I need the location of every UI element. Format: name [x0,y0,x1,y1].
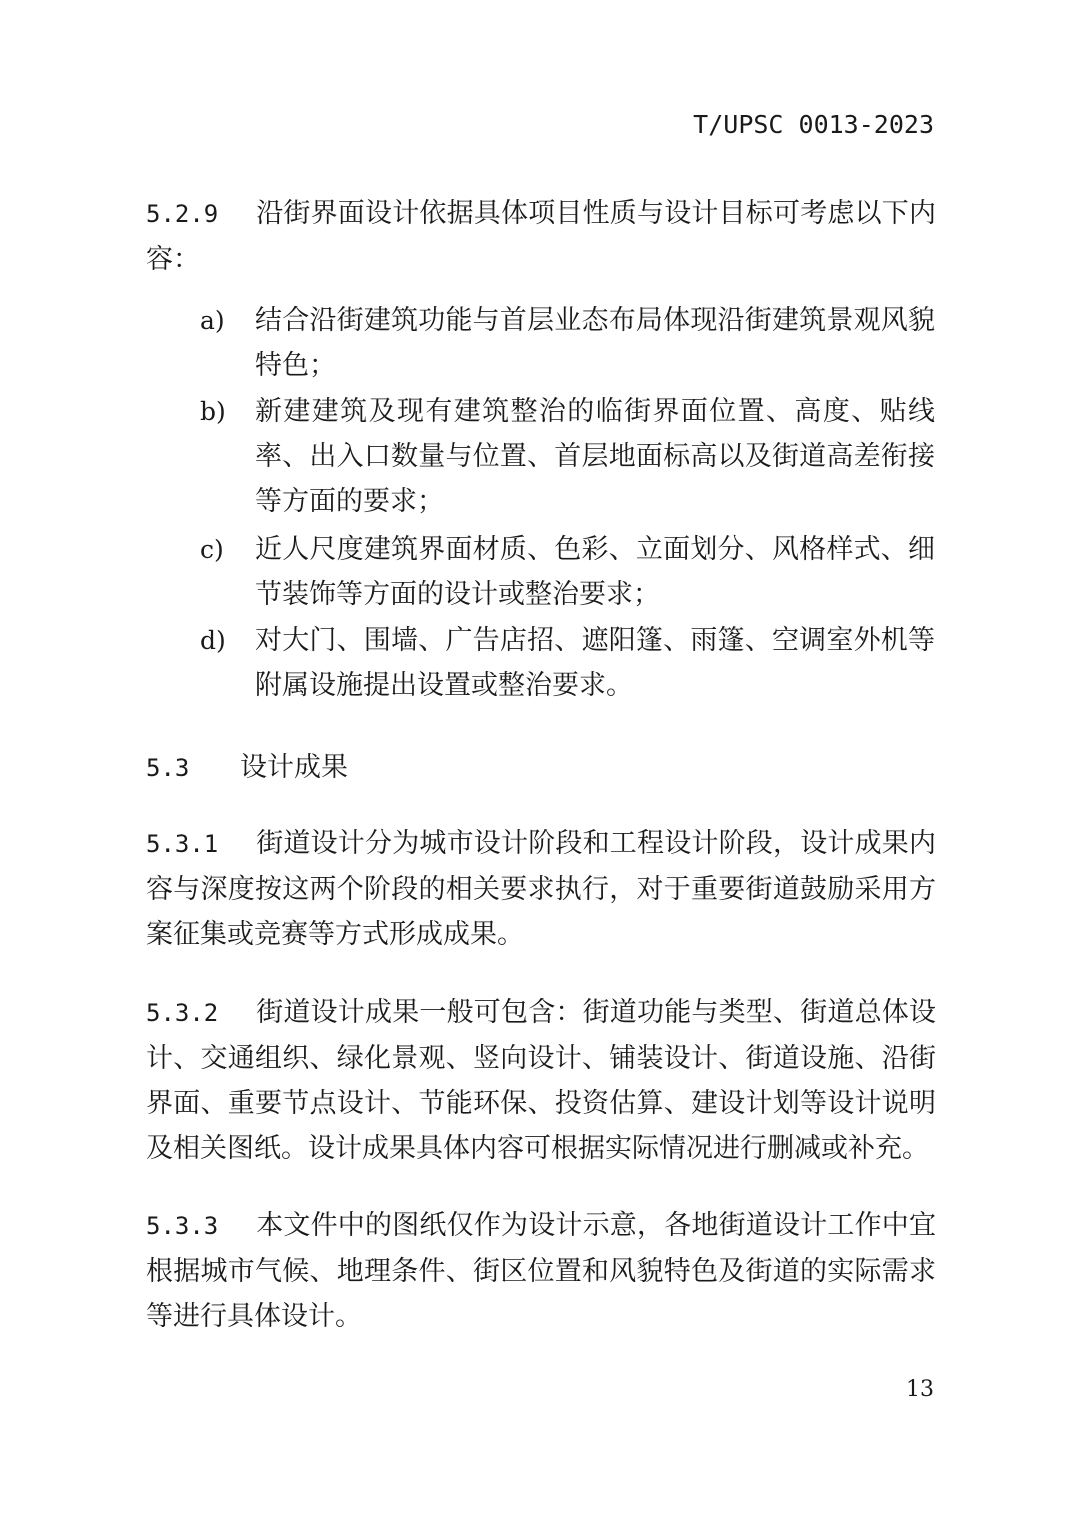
list-label: d) [200,626,226,655]
document-code: T/UPSC 0013-2023 [693,110,934,139]
section-number: 5.3 [146,754,190,782]
list-text: 对大门、围墙、广告店招、遮阳篷、雨篷、空调室外机等附属设施提出设置或整治要求。 [255,625,935,701]
list-text: 新建建筑及现有建筑整治的临街界面位置、高度、贴线率、出入口数量与位置、首层地面标高以及街道高差衔接等方面的要求； [255,396,935,517]
clause-text: 街道设计成果一般可包含：街道功能与类型、街道总体设计、交通组织、绿化景观、竖向设计、铺装设计、街道设施、沿街界面、重要节点设计、节能环保、投资估算、建设计划等设计说明及相关图纸。设计成果具体内容可根据实际情况进行删减或补充。 [146,997,936,1164]
list-label: c) [200,535,224,564]
list-text: 结合沿街建筑功能与首层业态布局体现沿街建筑景观风貌特色； [255,305,935,381]
clause-number: 5.3.2 [146,999,219,1027]
clause-text: 本文件中的图纸仅作为设计示意，各地街道设计工作中宜根据城市气候、地理条件、街区位置和风貌特色及街道的实际需求等进行具体设计。 [146,1210,936,1332]
clause-number: 5.2.9 [146,200,219,228]
section-title: 设计成果 [240,752,348,783]
clause-number: 5.3.3 [146,1212,219,1240]
section-heading-5-3 [146,745,348,791]
list-item-c [200,527,935,617]
clause-5-3-3 [146,1203,936,1339]
list-item-b [200,389,935,524]
list-item-d [200,618,935,708]
clause-5-2-9 [146,191,936,282]
clause-5-3-1 [146,821,936,957]
list-item-a [200,298,935,388]
clause-number: 5.3.1 [146,830,219,858]
clause-5-3-2 [146,990,936,1171]
list-label: b) [200,397,226,426]
clause-text: 街道设计分为城市设计阶段和工程设计阶段，设计成果内容与深度按这两个阶段的相关要求执行，对于重要街道鼓励采用方案征集或竞赛等方式形成成果。 [146,828,936,950]
clause-text: 沿街界面设计依据具体项目性质与设计目标可考虑以下内容： [146,198,936,275]
page-number: 13 [906,1377,934,1402]
list-text: 近人尺度建筑界面材质、色彩、立面划分、风格样式、细节装饰等方面的设计或整治要求； [255,534,935,610]
list-label: a) [200,306,225,335]
